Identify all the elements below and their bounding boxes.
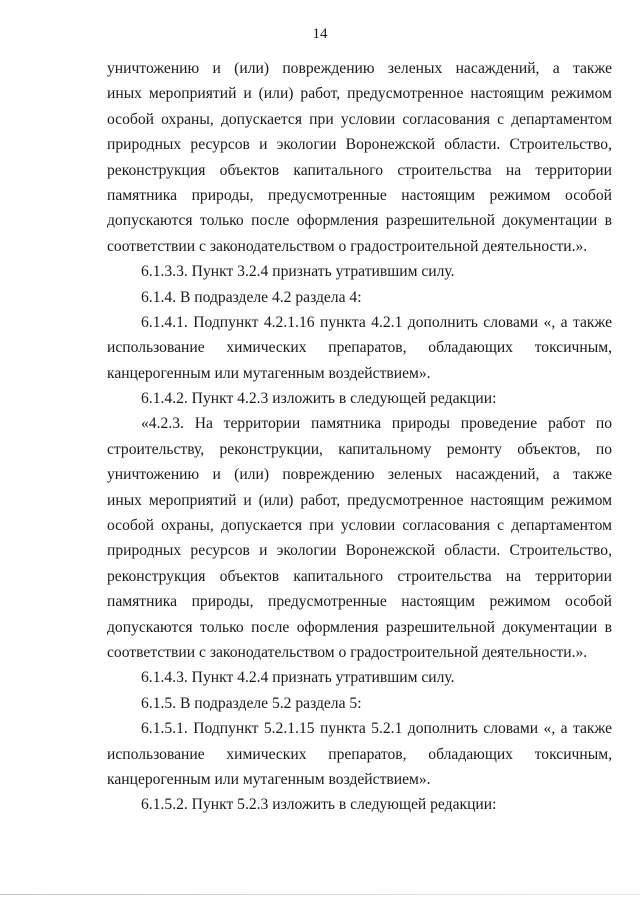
paragraph (107, 56, 612, 259)
text-line: памятника природы, предусмотренные настоящим режимом особой (107, 593, 612, 611)
text-line: 6.1.4.3. Пункт 4.2.4 признать утратившим силу. (141, 669, 455, 687)
text-line: реконструкция объектов капитального строительства на территории (107, 161, 612, 179)
paragraph (107, 259, 612, 284)
text-line: 6.1.5.1. Подпункт 5.2.1.15 пункта 5.2.1 дополнить словами «, а также (141, 720, 612, 738)
paragraph (107, 716, 612, 792)
text-line: особой охраны, допускается при условии согласования с департаментом (107, 110, 612, 128)
text-line: 6.1.5. В подразделе 5.2 раздела 5: (141, 694, 362, 712)
text-line: 6.1.4.1. Подпункт 4.2.1.16 пункта 4.2.1 дополнить словами «, а также (141, 313, 612, 331)
paragraph (107, 665, 612, 690)
text-line: строительству, реконструкции, капитальному ремонту объектов, по (107, 440, 612, 458)
text-line: 6.1.4. В подразделе 4.2 раздела 4: (141, 288, 362, 306)
text-line: 6.1.5.2. Пункт 5.2.3 изложить в следующей редакции: (141, 796, 497, 814)
page-number: 14 (312, 26, 328, 42)
text-line: природных ресурсов и экологии Воронежской области. Строительство, (107, 136, 612, 154)
text-line: памятника природы, предусмотренные настоящим режимом особой (107, 186, 612, 204)
paragraph (107, 285, 612, 310)
text-line: допускаются только после оформления разрешительной документации в (107, 618, 612, 636)
text-line: реконструкция объектов капитального строительства на территории (107, 567, 612, 585)
paragraph (107, 411, 612, 665)
text-line: особой охраны, допускается при условии согласования с департаментом (107, 517, 612, 535)
text-line: соответствии с законодательством о градостроительной деятельности.». (107, 237, 588, 255)
text-line: 6.1.4.2. Пункт 4.2.3 изложить в следующей редакции: (141, 390, 497, 408)
text-line: соответствии с законодательством о градостроительной деятельности.». (107, 643, 588, 661)
paragraph (107, 310, 612, 386)
paragraph (107, 386, 612, 411)
text-line: иных мероприятий и (или) работ, предусмотренное настоящим режимом (107, 85, 612, 103)
text-line: «4.2.3. На территории памятника природы проведение работ по (141, 415, 612, 433)
text-line: канцерогенным или мутагенным воздействием». (107, 770, 431, 788)
text-line: уничтожению и (или) повреждению зеленых насаждений, а также (107, 466, 612, 484)
text-line: иных мероприятий и (или) работ, предусмотренное настоящим режимом (107, 491, 612, 509)
paragraph (107, 691, 612, 716)
text-line: канцерогенным или мутагенным воздействием». (107, 364, 431, 382)
text-line: использование химических препаратов, обладающих токсичным, (107, 745, 612, 763)
text-line: природных ресурсов и экологии Воронежской области. Строительство, (107, 542, 612, 560)
text-line: уничтожению и (или) повреждению зеленых насаждений, а также (107, 60, 612, 77)
text-line: допускаются только после оформления разрешительной документации в (107, 212, 612, 230)
text-line: 6.1.3.3. Пункт 3.2.4 признать утратившим силу. (141, 263, 455, 281)
document-body (107, 56, 612, 818)
scan-edge-line (0, 894, 640, 895)
text-line: использование химических препаратов, обладающих токсичным, (107, 339, 612, 357)
paragraph (107, 792, 612, 817)
